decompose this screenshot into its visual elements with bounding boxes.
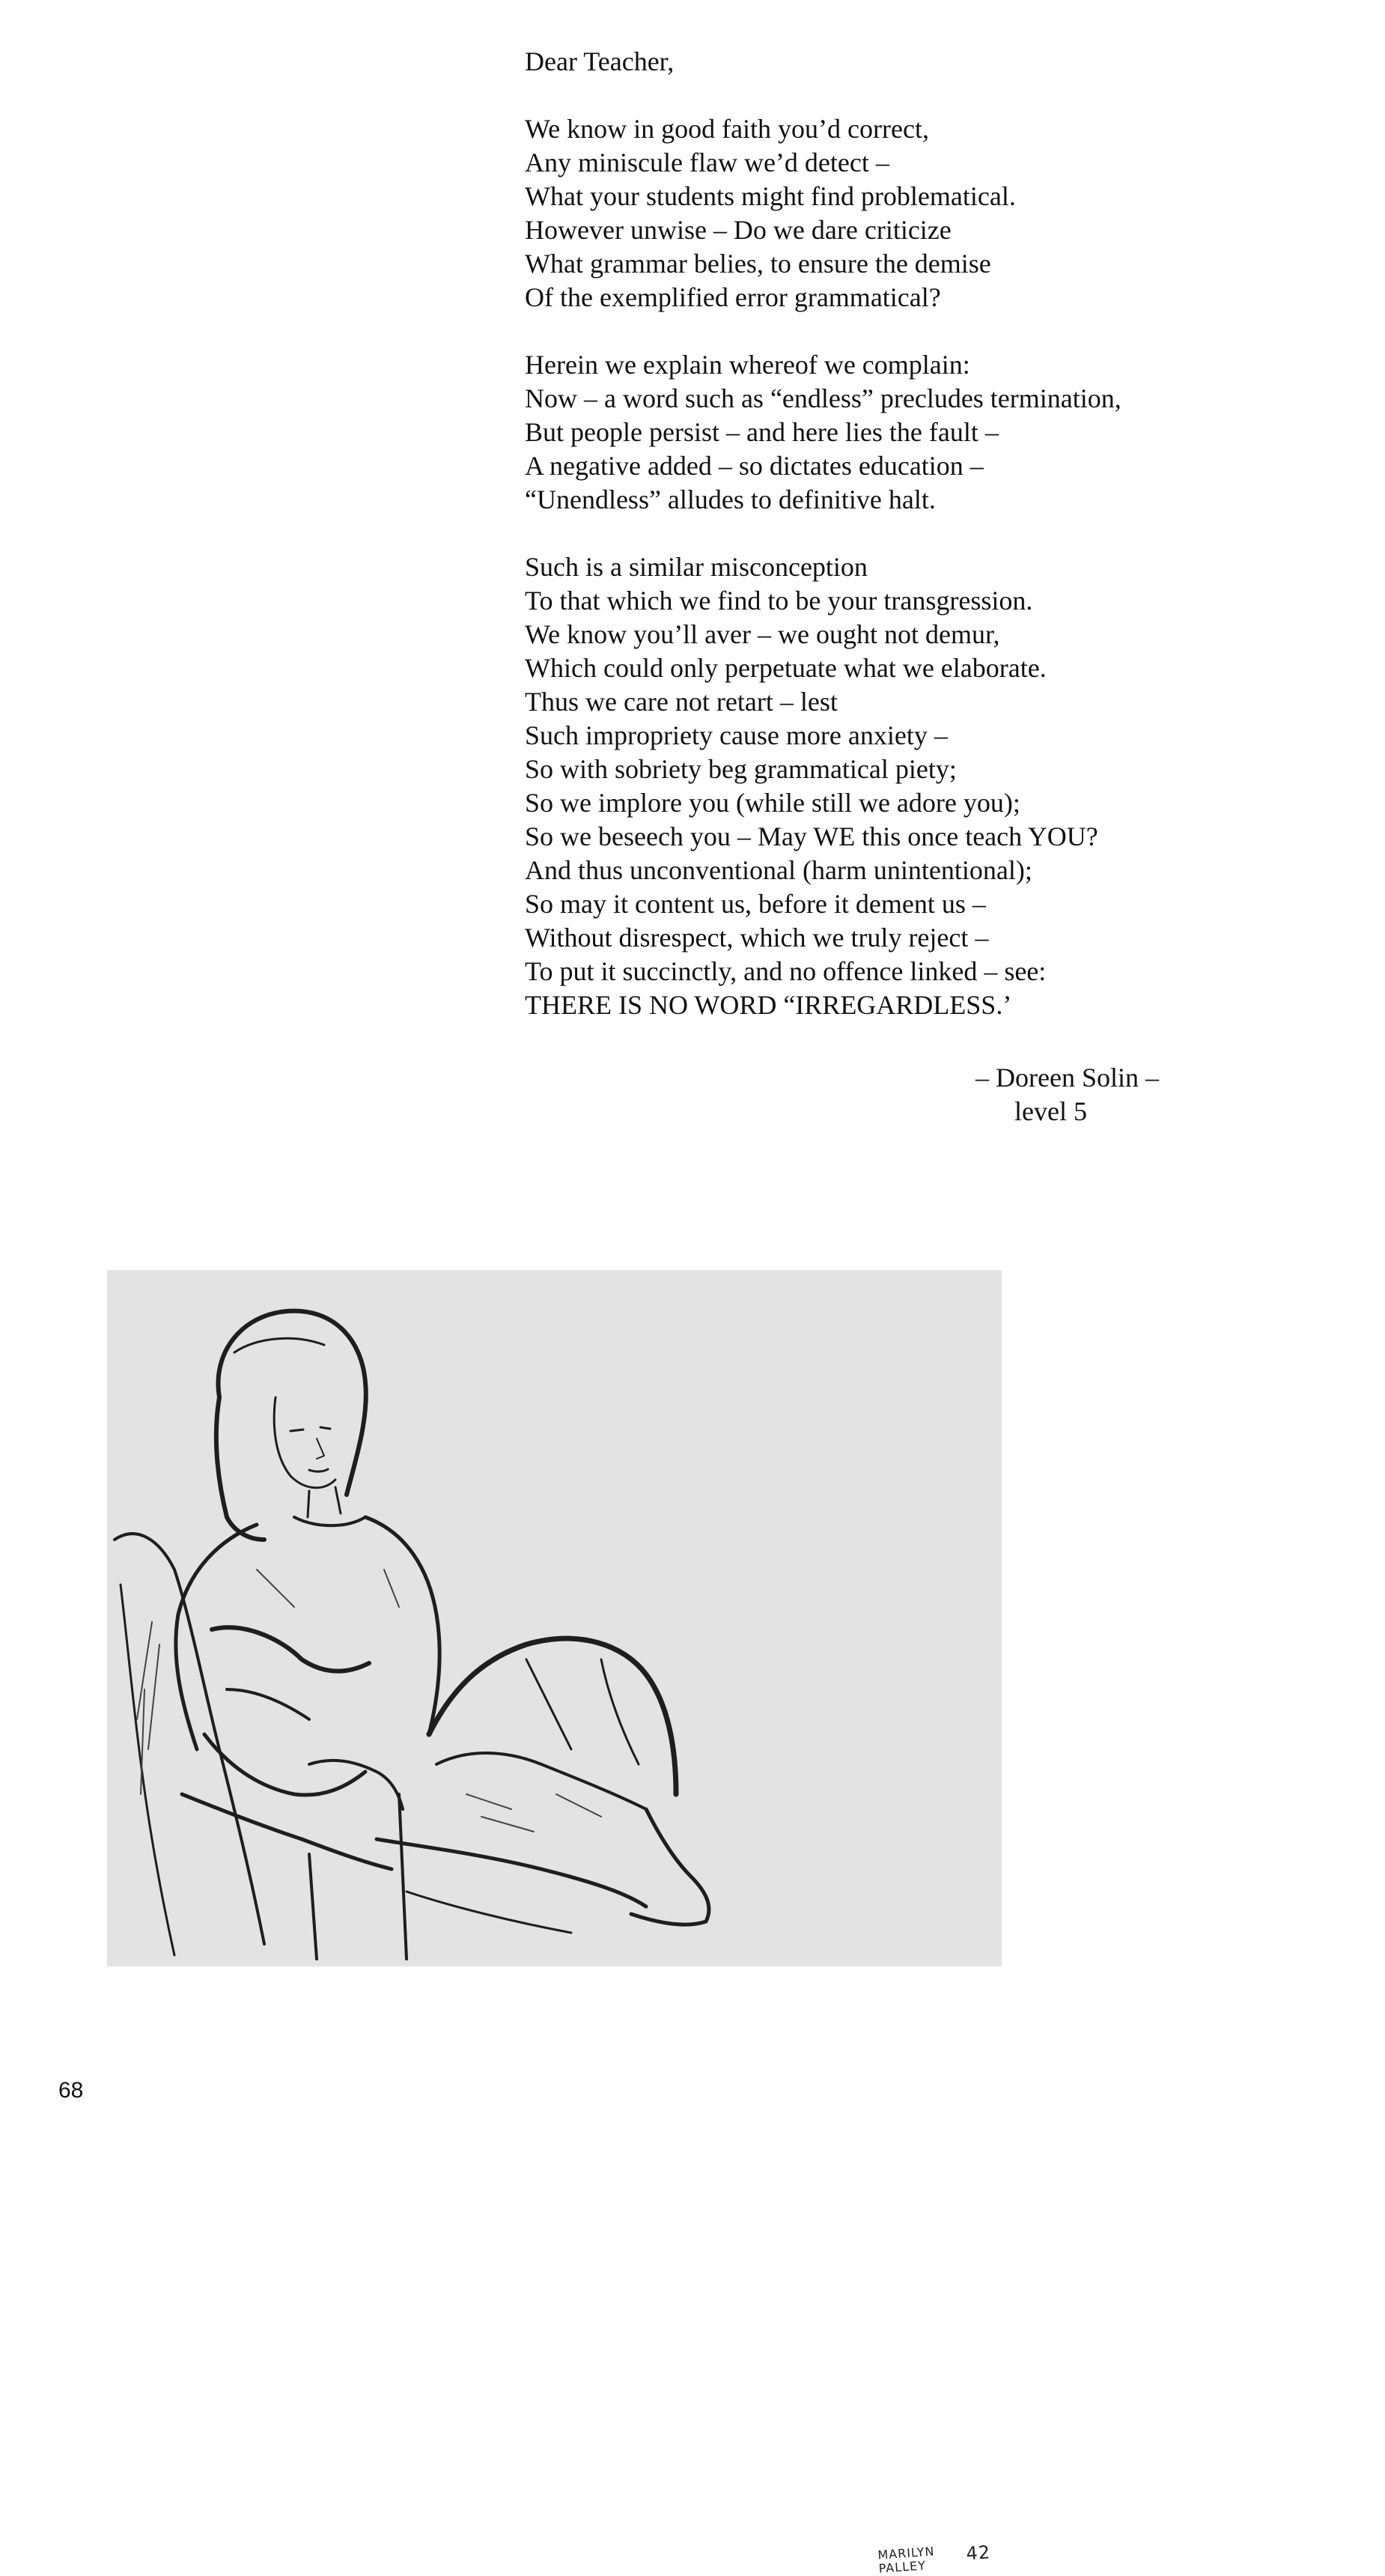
artist-number: 42 xyxy=(965,2542,992,2565)
poem-line: So we beseech you – May WE this once teach YOU? xyxy=(525,821,1098,851)
poem-line: So with sobriety beg grammatical piety; xyxy=(525,754,957,784)
artist-last-name: PALLEY xyxy=(878,2558,927,2576)
sketch-illustration xyxy=(107,1270,1002,2576)
poem-line: So we implore you (while still we adore you); xyxy=(525,788,1020,818)
stanza-3 xyxy=(525,550,1363,1022)
poem-line: What your students might find problematical. xyxy=(525,181,1016,211)
poem-line: We know you’ll aver – we ought not demur, xyxy=(525,619,1000,649)
poem-line: What grammar belies, to ensure the demise xyxy=(525,249,991,279)
stanza-2 xyxy=(525,348,1363,517)
author-name: – Doreen Solin – xyxy=(975,1063,1159,1093)
artist-signature xyxy=(877,2542,992,2576)
poem-line: Herein we explain whereof we complain: xyxy=(525,350,970,380)
poem-line: Thus we care not retart – lest xyxy=(525,687,838,717)
poem-line: However unwise – Do we dare criticize xyxy=(525,215,952,245)
poem-line: Any miniscule flaw we’d detect – xyxy=(525,148,889,177)
poem-line: A negative added – so dictates education – xyxy=(525,451,984,481)
poem-signature xyxy=(975,1061,1159,1128)
poem-line: To that which we find to be your transgression. xyxy=(525,586,1033,616)
poem-line: Now – a word such as “endless” precludes termination, xyxy=(525,383,1121,413)
poem-line: THERE IS NO WORD “IRREGARDLESS.’ xyxy=(525,990,1012,1020)
poem-line: Of the exemplified error grammatical? xyxy=(525,282,941,312)
poem-line: So may it content us, before it dement us – xyxy=(525,889,986,919)
poem-line: But people persist – and here lies the fault – xyxy=(525,417,999,447)
poem-line: “Unendless” alludes to definitive halt. xyxy=(525,484,936,514)
poem-line: And thus unconventional (harm unintentional); xyxy=(525,855,1032,885)
poem-line: To put it succinctly, and no offence linked – see: xyxy=(525,956,1047,986)
poem xyxy=(525,45,1363,1056)
poem-greeting: Dear Teacher, xyxy=(525,46,675,76)
poem-line: Without disrespect, which we truly reject – xyxy=(525,923,989,953)
poem-line: Which could only perpetuate what we elaborate. xyxy=(525,653,1047,683)
artist-first-name: MARILYN xyxy=(877,2544,936,2563)
stanza-1 xyxy=(525,112,1363,315)
page-number: 68 xyxy=(58,2078,84,2103)
sketch-seated-woman xyxy=(107,1270,1002,1966)
poem-line: Such is a similar misconception xyxy=(525,552,868,582)
poem-line: We know in good faith you’d correct, xyxy=(525,114,929,144)
author-level: level 5 xyxy=(1014,1096,1087,1126)
poem-line: Such impropriety cause more anxiety – xyxy=(525,720,948,750)
